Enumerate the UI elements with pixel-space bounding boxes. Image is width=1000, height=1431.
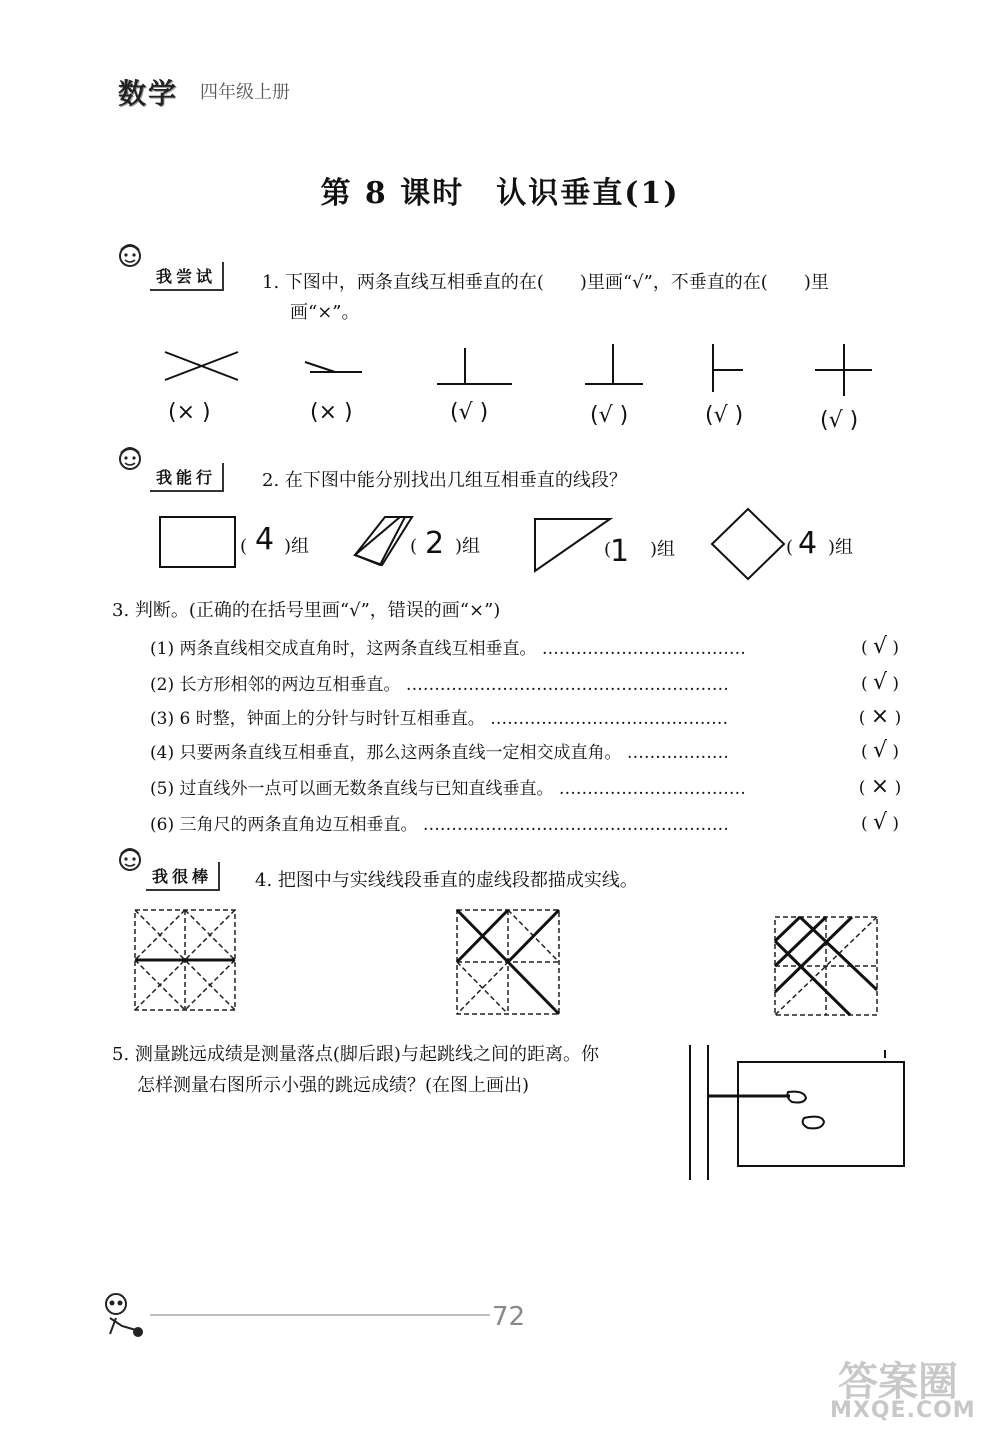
q1-answer-5: (√ ) bbox=[705, 403, 744, 428]
watermark-url: MXQE.COM bbox=[830, 1398, 976, 1423]
q3-item-answer: ( √ ) bbox=[860, 670, 900, 695]
q2-prompt: 2. 在下图中能分别找出几组互相垂直的线段？ bbox=[262, 470, 627, 491]
q3-item-answer: ( √ ) bbox=[860, 738, 900, 763]
q3-item-text: (4) 只要两条直线互相垂直，那么这两条直线一定相交成直角。 ……………… bbox=[150, 743, 729, 763]
q3-item-6 bbox=[150, 810, 910, 840]
q3-item-text: (6) 三角尺的两条直角边互相垂直。 ……………………………………………… bbox=[150, 815, 729, 835]
q3-item-answer: ( × ) bbox=[858, 704, 902, 729]
q4-grid-2 bbox=[452, 905, 567, 1020]
q1-answer-3: (√ ) bbox=[450, 400, 489, 425]
section-badge-great: 我很棒 bbox=[146, 862, 220, 891]
header-subject: 数学 bbox=[118, 77, 179, 110]
header-grade: 四年级上册 bbox=[200, 82, 290, 103]
q3-item-answer: ( × ) bbox=[858, 774, 902, 799]
q3-item-3 bbox=[150, 704, 910, 734]
q3-item-text: (2) 长方形相邻的两边互相垂直。 ………………………………………………… bbox=[150, 675, 729, 695]
q5-long-jump-figure bbox=[680, 1040, 910, 1185]
q3-item-text: (3) 6 时整，钟面上的分针与时针互相垂直。 …………………………………… bbox=[150, 709, 729, 729]
q2-open-paren-1: ( bbox=[240, 536, 248, 557]
page-number: 72 bbox=[492, 1302, 526, 1332]
q3-item-text: (5) 过直线外一点可以画无数条直线与已知直线垂直。 …………………………… bbox=[150, 779, 746, 799]
footer-rule bbox=[150, 1312, 490, 1318]
q4-grid-1 bbox=[130, 905, 245, 1015]
q2-unit-3: )组 bbox=[650, 539, 676, 560]
q2-open-paren-3: ( bbox=[604, 539, 612, 560]
q3-item-answer: ( √ ) bbox=[860, 810, 900, 835]
q4-prompt: 4. 把图中与实线线段垂直的虚线段都描成实线。 bbox=[255, 870, 638, 891]
q3-item-5 bbox=[150, 774, 910, 804]
q2-answer-1: 4 bbox=[255, 522, 275, 557]
q1-prompt-line1: 1. 下图中，两条直线互相垂直的在( )里画“√”，不垂直的在( )里 bbox=[262, 272, 829, 293]
q2-answer-2: 2 bbox=[425, 526, 445, 561]
q2-answer-3: 1 bbox=[610, 534, 630, 569]
q3-item-answer: ( √ ) bbox=[860, 634, 900, 659]
q5-prompt-line2: 怎样测量右图所示小强的跳远成绩？(在图上画出) bbox=[137, 1075, 530, 1096]
q1-answer-6: (√ ) bbox=[820, 408, 859, 433]
mascot-icon bbox=[115, 445, 145, 475]
mascot-runner-icon bbox=[96, 1290, 156, 1340]
q2-open-paren-4: ( bbox=[786, 537, 794, 558]
mascot-icon bbox=[115, 242, 145, 272]
q3-item-text: (1) 两条直线相交成直角时，这两条直线互相垂直。 ……………………………… bbox=[150, 639, 746, 659]
q2-open-paren-2: ( bbox=[410, 536, 418, 557]
q3-item-2 bbox=[150, 670, 910, 700]
q3-prompt: 3. 判断。(正确的在括号里画“√”，错误的画“×”) bbox=[112, 600, 501, 621]
q4-grid-3 bbox=[770, 912, 882, 1020]
q2-unit-2: )组 bbox=[455, 536, 481, 557]
q1-prompt-line2: 画“×”。 bbox=[290, 302, 360, 323]
q1-answer-4: (√ ) bbox=[590, 403, 629, 428]
watermark-brand: 答案圈 bbox=[838, 1359, 958, 1405]
q2-answer-4: 4 bbox=[798, 526, 818, 561]
q3-item-4 bbox=[150, 738, 910, 768]
section-badge-try: 我尝试 bbox=[150, 262, 224, 291]
section-badge-can: 我能行 bbox=[150, 463, 224, 492]
q1-figures bbox=[150, 340, 890, 400]
q1-answer-1: (× ) bbox=[168, 400, 211, 425]
mascot-icon bbox=[115, 846, 145, 876]
page-title: 第 8 课时 认识垂直(1) bbox=[320, 176, 680, 211]
q2-unit-4: )组 bbox=[828, 537, 854, 558]
q1-answer-2: (× ) bbox=[310, 400, 353, 425]
q2-unit-1: )组 bbox=[284, 536, 310, 557]
q5-prompt-line1: 5. 测量跳远成绩是测量落点(脚后跟)与起跳线之间的距离。你 bbox=[112, 1044, 599, 1065]
q3-item-1 bbox=[150, 634, 910, 664]
